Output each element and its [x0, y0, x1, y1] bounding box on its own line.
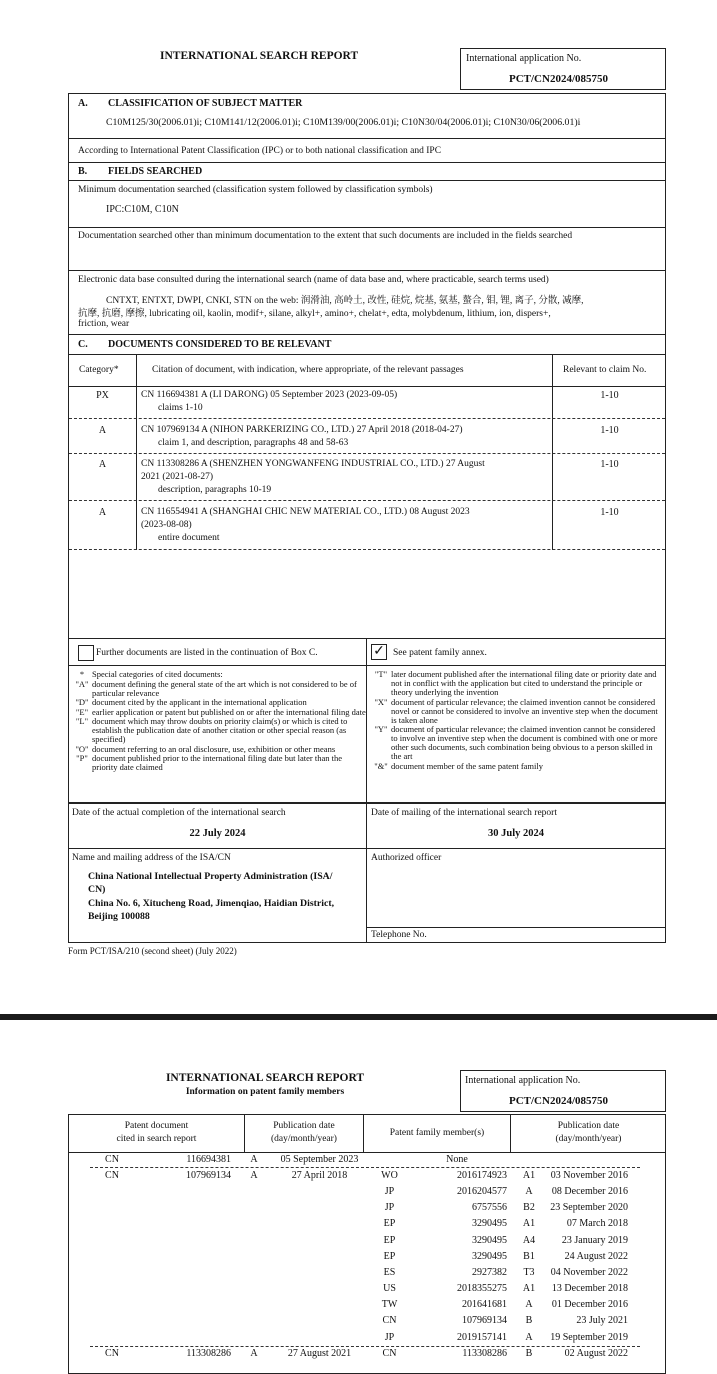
row-passage: claims 1-10 [158, 403, 203, 413]
family-cell: 04 November 2022 [550, 1266, 628, 1278]
family-cell: A [525, 1185, 533, 1197]
family-cell [267, 1313, 372, 1329]
family-cell: 23 January 2019 [561, 1234, 628, 1246]
family-cell [72, 1183, 152, 1199]
family-row [72, 1200, 662, 1216]
family-cell [152, 1297, 237, 1313]
row-citation: CN 113308286 A (SHENZHEN YONGWANFENG INDUSTRIAL CO., LTD.) 27 August [141, 459, 485, 469]
family-cell: 113308286 [462, 1347, 507, 1359]
family-cell: TW [381, 1299, 398, 1311]
family-row [72, 1281, 662, 1297]
family-cell: 27 August 2021 [287, 1347, 352, 1359]
family-cell: None [446, 1153, 468, 1165]
family-cell [237, 1232, 267, 1248]
family-cell [267, 1216, 372, 1232]
row-citation: CN 116554941 A (SHANGHAI CHIC NEW MATERIAL CO., LTD.) 08 August 2023 [141, 507, 470, 517]
row-category: A [98, 425, 107, 436]
category-text: document of particular relevance; the claimed invention cannot be considered to involve an inventive step when the document is combined with one or more other such documents, such combination being obvious to a person skilled in the art [391, 724, 658, 761]
report-subtitle: Information on patent family members [185, 1087, 345, 1097]
row-passage: claim 1, and description, paragraphs 48 and 58-63 [158, 438, 349, 448]
category-text: document member of the same patent family [391, 760, 544, 771]
category-key: "Y" [374, 724, 388, 734]
row-category: A [98, 507, 107, 518]
isa-line-2: CN) [88, 884, 106, 895]
family-cell: 02 August 2022 [564, 1347, 628, 1359]
category-item [72, 698, 366, 707]
family-cell: 2016174923 [457, 1169, 507, 1181]
family-cell: 116694381 [186, 1153, 231, 1165]
category-text: document referring to an oral disclosure, use, exhibition or other means [92, 743, 336, 754]
category-text: later document published after the international filing date or priority date and not in conflict with the application but cited to understand the principle or theory underlying the invention [391, 669, 657, 697]
family-cell: 08 December 2016 [551, 1185, 628, 1197]
family-cell [237, 1264, 267, 1280]
family-cell [267, 1281, 372, 1297]
sec-b-heading: FIELDS SEARCHED [108, 166, 203, 177]
family-cell: JP [384, 1185, 395, 1197]
category-key: * [79, 669, 85, 679]
category-item [371, 762, 663, 771]
family-cell: A [250, 1169, 258, 1181]
row-relevant: 1-10 [600, 507, 619, 518]
family-cell [267, 1264, 372, 1280]
family-cell: EP [383, 1250, 396, 1262]
family-cell: A1 [522, 1218, 536, 1230]
family-cell [267, 1200, 372, 1216]
category-text: document cited by the applicant in the international application [92, 697, 307, 707]
category-key: "P" [76, 753, 88, 763]
family-cell [152, 1232, 237, 1248]
category-key: "D" [75, 697, 89, 707]
family-cell: US [383, 1283, 396, 1295]
page-separator [0, 1014, 717, 1020]
family-cell: 107969134 [186, 1169, 231, 1181]
category-key: "A" [75, 678, 89, 689]
isa-line-3: China No. 6, Xitucheng Road, Jimenqiao, Haidian District, [88, 898, 335, 909]
family-cell [547, 1151, 662, 1167]
classification-codes: C10M125/30(2006.01)i; C10M141/12(2006.01)i; C10M139/00(2006.01)i; C10N30/04(2006.01)i; C10N30/06(2006.01)i [106, 117, 581, 128]
ipc-searched: IPC:C10M, C10N [106, 204, 179, 215]
family-cell: B2 [523, 1202, 535, 1214]
family-cell [267, 1329, 372, 1345]
family-cell: CN [105, 1169, 119, 1181]
family-cell: 01 December 2016 [551, 1299, 628, 1311]
family-cell [372, 1151, 407, 1167]
category-item [72, 670, 366, 679]
family-row [72, 1264, 662, 1280]
family-cell: 2018355275 [457, 1283, 507, 1295]
family-cell [507, 1151, 547, 1167]
category-item [72, 754, 366, 772]
family-cell [72, 1248, 152, 1264]
col-category: Category* [79, 365, 119, 375]
family-cell: A [525, 1299, 533, 1311]
categories-left [72, 670, 366, 773]
family-cell [72, 1200, 152, 1216]
family-row [72, 1232, 662, 1248]
family-cell [152, 1216, 237, 1232]
family-cell: 19 September 2019 [550, 1331, 628, 1343]
family-cell [152, 1313, 237, 1329]
category-text: document defining the general state of the art which is not considered to be of particular relevance [92, 678, 357, 698]
isa-line-4: Beijing 100088 [88, 911, 150, 922]
categories-right [371, 670, 663, 771]
category-text: document published prior to the international filing date but later than the priority date claimed [92, 753, 342, 772]
family-cell: A1 [522, 1169, 536, 1181]
family-row [72, 1248, 662, 1264]
row-relevant: 1-10 [600, 390, 619, 401]
family-cell: A [250, 1153, 258, 1165]
family-cell [267, 1297, 372, 1313]
sec-a-heading: CLASSIFICATION OF SUBJECT MATTER [108, 98, 303, 109]
col-relevant: Relevant to claim No. [563, 365, 647, 375]
h-pub-1: Publication date [273, 1121, 335, 1131]
family-table [72, 1151, 662, 1361]
isa-label: Name and mailing address of the ISA/CN [72, 853, 231, 863]
family-cell: 03 November 2016 [550, 1169, 628, 1181]
family-cell: 24 August 2022 [564, 1250, 628, 1262]
category-key: "L" [75, 716, 89, 726]
family-cell: A4 [522, 1234, 536, 1246]
family-row [72, 1329, 662, 1345]
mailing-label: Date of mailing of the international search report [371, 808, 557, 818]
app-no-2: PCT/CN2024/085750 [509, 1095, 608, 1107]
family-row [72, 1297, 662, 1313]
category-key: "T" [374, 669, 388, 679]
family-cell [72, 1232, 152, 1248]
row-citation: CN 107969134 A (NIHON PARKERIZING CO., LTD.) 27 April 2018 (2018-04-27) [141, 425, 463, 435]
row-relevant: 1-10 [600, 425, 619, 436]
sec-a-letter: A. [78, 98, 88, 109]
category-text: document of particular relevance; the claimed invention cannot be considered novel or cannot be considered to involve an inventive step when the document is taken alone [391, 696, 658, 725]
family-cell [152, 1183, 237, 1199]
sec-b-letter: B. [78, 166, 88, 177]
search-terms-3: friction, wear [78, 319, 130, 329]
family-cell [72, 1216, 152, 1232]
family-cell: 201641681 [462, 1299, 507, 1311]
col-citation: Citation of document, with indication, where appropriate, of the relevant passages [152, 365, 464, 375]
family-cell [152, 1200, 237, 1216]
ipc-note: According to International Patent Classification (IPC) or to both national classification and IPC [78, 146, 442, 156]
family-cell: EP [383, 1218, 396, 1230]
category-key: "O" [75, 743, 89, 754]
category-item [371, 725, 663, 761]
report-title-2: INTERNATIONAL SEARCH REPORT [165, 1072, 365, 1084]
category-text: Special categories of cited documents: [92, 669, 223, 679]
h-family: Patent family member(s) [389, 1128, 485, 1138]
form-footer: Form PCT/ISA/210 (second sheet) (July 2022) [68, 946, 237, 956]
category-item [72, 680, 366, 698]
row-citation-cont: 2021 (2021-08-27) [141, 472, 214, 482]
family-cell [152, 1264, 237, 1280]
isa-line-1: China National Intellectual Property Administration (ISA/ [88, 871, 333, 882]
family-row [72, 1183, 662, 1199]
family-cell [237, 1183, 267, 1199]
family-cell: A [250, 1347, 258, 1359]
row-category: A [98, 459, 107, 470]
completion-label: Date of the actual completion of the international search [72, 808, 286, 818]
family-row [72, 1216, 662, 1232]
family-cell: 107969134 [462, 1315, 507, 1327]
family-row [72, 1345, 662, 1361]
sec-c-letter: C. [78, 339, 88, 350]
family-row [72, 1151, 662, 1167]
category-key: "&" [374, 760, 388, 771]
category-item [72, 717, 366, 744]
family-cell [72, 1281, 152, 1297]
family-cell: CN [382, 1315, 397, 1327]
family-cell [72, 1264, 152, 1280]
family-cell: T3 [523, 1266, 535, 1278]
row-category: PX [96, 390, 109, 401]
family-cell: A1 [522, 1283, 536, 1295]
family-cell: 3290495 [472, 1234, 507, 1246]
category-key: "X" [374, 696, 388, 707]
sec-c-heading: DOCUMENTS CONSIDERED TO BE RELEVANT [108, 339, 332, 350]
family-cell: 07 March 2018 [566, 1218, 628, 1230]
h-pubr-1: Publication date [557, 1121, 620, 1131]
family-cell [152, 1281, 237, 1297]
family-cell: B1 [523, 1250, 535, 1262]
family-cell [72, 1329, 152, 1345]
category-key: "E" [75, 706, 89, 717]
further-docs-label: Further documents are listed in the continuation of Box C. [96, 648, 318, 658]
officer-label: Authorized officer [371, 853, 442, 863]
family-cell: 2019157141 [457, 1331, 507, 1343]
family-cell [237, 1216, 267, 1232]
family-cell [237, 1297, 267, 1313]
family-cell: B [525, 1315, 533, 1327]
family-cell: EP [383, 1234, 396, 1246]
further-docs-checkbox[interactable] [78, 645, 94, 661]
family-cell: 05 September 2023 [280, 1153, 359, 1165]
family-cell: 3290495 [472, 1218, 507, 1230]
category-text: earlier application or patent but published on or after the international filing date [92, 706, 366, 717]
search-terms-2: 抗摩, 抗磨, 摩擦, lubricating oil, kaolin, modif+, silane, alkyl+, amino+, chelat+, edta, molybdenum, lithium, ion, dispers+, [78, 309, 551, 319]
category-item [371, 670, 663, 697]
app-no-box-2 [460, 1070, 666, 1112]
search-terms-1: CNTXT, ENTXT, DWPI, CNKI, STN on the web: 润滑油, 高岭土, 改性, 硅烷, 烷基, 氨基, 螯合, 钼, 锂, 离子, 分散, 减摩, [106, 296, 584, 306]
family-cell [237, 1313, 267, 1329]
mailing-date: 30 July 2024 [487, 828, 544, 839]
family-cell: ES [383, 1266, 396, 1278]
family-annex-label: See patent family annex. [393, 648, 487, 658]
h-pubr-2: (day/month/year) [555, 1134, 622, 1144]
family-cell: 2927382 [472, 1266, 507, 1278]
family-cell: CN [382, 1347, 397, 1359]
app-no-label: International application No. [466, 53, 582, 64]
family-cell [72, 1313, 152, 1329]
family-cell [237, 1281, 267, 1297]
h-doc-2: cited in search report [116, 1134, 197, 1144]
family-row [72, 1167, 662, 1183]
family-cell: B [525, 1347, 533, 1359]
row-citation: CN 116694381 A (LI DARONG) 05 September 2023 (2023-09-05) [141, 390, 398, 400]
family-cell [237, 1248, 267, 1264]
phone-label: Telephone No. [371, 930, 427, 940]
family-cell: 3290495 [472, 1250, 507, 1262]
family-cell [237, 1200, 267, 1216]
row-passage: entire document [158, 533, 220, 543]
family-row [72, 1313, 662, 1329]
family-cell: 23 September 2020 [550, 1202, 628, 1214]
family-cell: WO [381, 1169, 398, 1181]
family-cell [152, 1329, 237, 1345]
family-cell: 113308286 [186, 1347, 231, 1359]
family-annex-checkbox[interactable]: ✓ [371, 644, 387, 660]
other-doc: Documentation searched other than minimum documentation to the extent that such documents are included in the fields searched [78, 231, 573, 241]
min-doc: Minimum documentation searched (classification system followed by classification symbols) [78, 185, 433, 195]
family-cell [237, 1329, 267, 1345]
family-cell: 23 July 2021 [576, 1315, 628, 1327]
row-relevant: 1-10 [600, 459, 619, 470]
family-cell [72, 1297, 152, 1313]
row-citation-cont: (2023-08-08) [141, 520, 192, 530]
family-cell: 27 April 2018 [291, 1169, 348, 1181]
family-cell: 6757556 [472, 1202, 507, 1214]
category-item [371, 698, 663, 725]
family-cell: A [525, 1331, 533, 1343]
family-cell [152, 1248, 237, 1264]
family-cell: 13 December 2018 [551, 1283, 628, 1295]
app-no-label-2: International application No. [465, 1075, 581, 1086]
row-passage: description, paragraphs 10-19 [158, 485, 272, 495]
h-doc-1: Patent document [124, 1121, 189, 1131]
app-no-box [460, 48, 666, 90]
family-cell: CN [105, 1153, 119, 1165]
family-cell: JP [384, 1202, 395, 1214]
family-cell: CN [105, 1347, 119, 1359]
completion-date: 22 July 2024 [189, 828, 246, 839]
category-text: document which may throw doubts on priority claim(s) or which is cited to establish the publication date of another citation or other special reason (as specified) [92, 716, 348, 744]
edb-label: Electronic data base consulted during the international search (name of data base and, where practicable, search terms used) [78, 275, 549, 285]
family-cell [267, 1183, 372, 1199]
h-pub-2: (day/month/year) [271, 1134, 337, 1144]
app-no: PCT/CN2024/085750 [509, 73, 608, 85]
family-cell: 2016204577 [457, 1185, 507, 1197]
family-cell: JP [384, 1331, 395, 1343]
report-title: INTERNATIONAL SEARCH REPORT [160, 50, 359, 62]
family-cell [267, 1232, 372, 1248]
family-cell [267, 1248, 372, 1264]
